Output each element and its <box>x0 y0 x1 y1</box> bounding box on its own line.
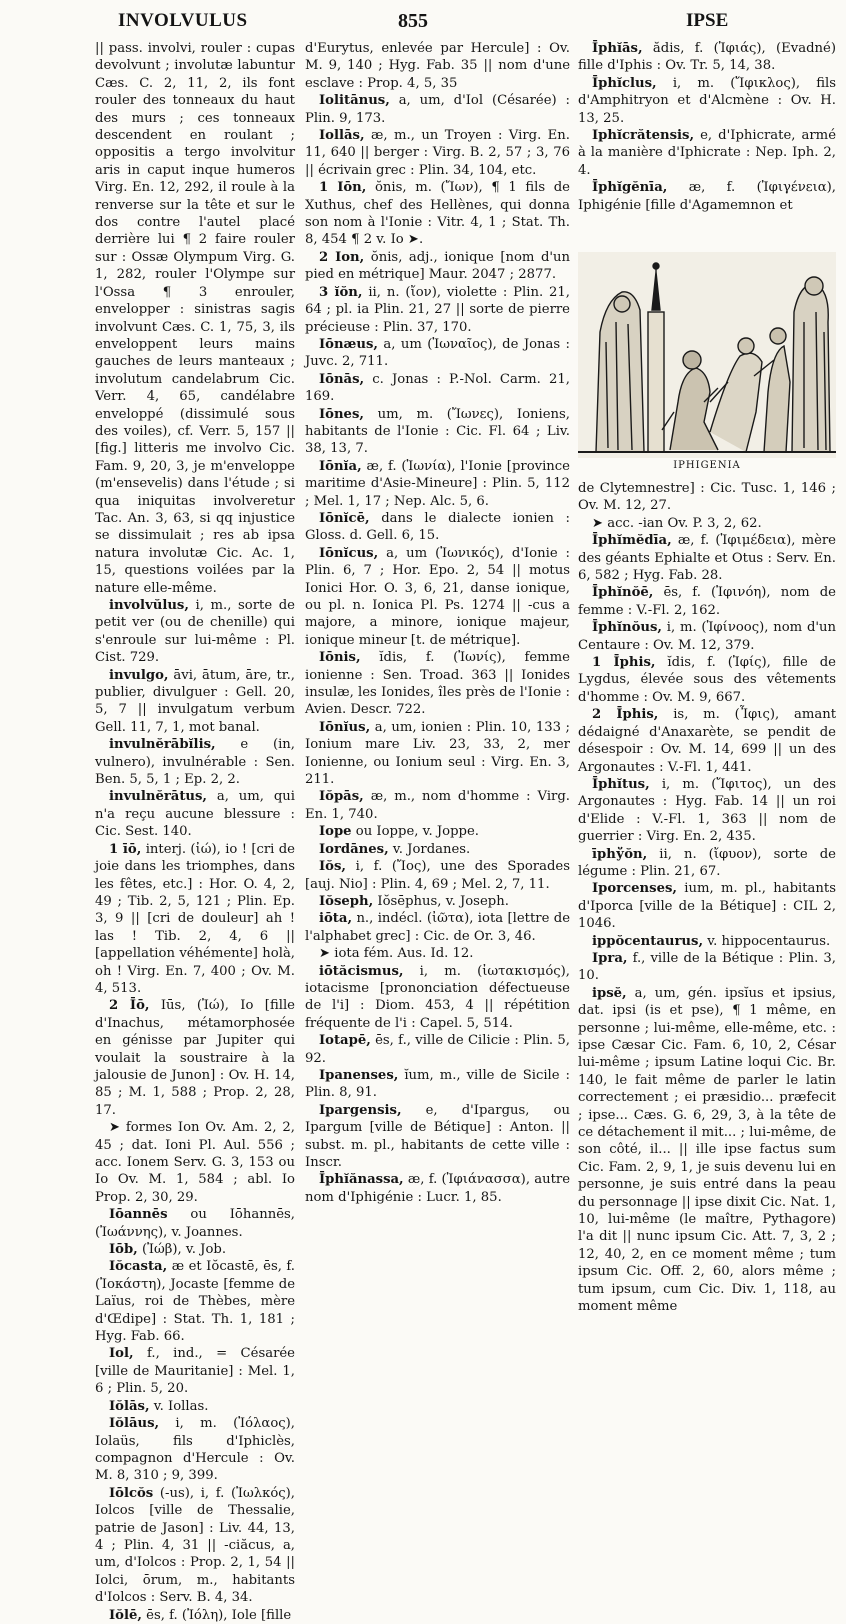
entry-text: a, um, d'Iol (Césarée) : Plin. 9, 173. <box>305 93 570 126</box>
dictionary-entry <box>578 515 836 532</box>
entry-text: f., ind., = Césarée [ville de Mauritanie] : Mel. 1, 6 ; Plin. 5, 20. <box>95 1346 295 1397</box>
entry-headword: 1 Īphis, <box>592 655 656 671</box>
dictionary-entry <box>95 1607 295 1624</box>
entry-text: e, d'Ipargus, ou Ipargum [ville de Bétique] : Anton. || subst. m. pl., habitants de cette ville : Inscr. <box>305 1102 570 1170</box>
dictionary-entry <box>305 284 570 336</box>
dictionary-entry <box>578 654 836 706</box>
dictionary-entry <box>305 510 570 545</box>
entry-text: um, m. (Ἴωνες), Ioniens, habitants de l'Ionie : Cic. Fl. 64 ; Liv. 38, 13, 7. <box>305 406 570 457</box>
entry-headword: iōta, <box>319 911 353 927</box>
dictionary-entry <box>95 1258 295 1345</box>
dictionary-entry <box>305 910 570 945</box>
entry-headword: Iŏlās, <box>109 1398 150 1414</box>
entry-text: ēs, f. (Ἰφινόη), nom de femme : V.-Fl. 2, 162. <box>578 585 836 618</box>
dictionary-entry <box>305 406 570 458</box>
dictionary-entry <box>305 40 570 92</box>
entry-headword: 2 Īō, <box>109 998 150 1014</box>
dictionary-entry <box>305 841 570 858</box>
dictionary-entry <box>305 92 570 127</box>
entry-headword: involvŭlus, <box>109 598 189 613</box>
dictionary-entry <box>95 1206 295 1241</box>
entry-text: ēs, f. (Ἰόλη), Iole [fille <box>146 1607 292 1623</box>
entry-text: ii, n. (ἴφυον), sorte de légume : Plin. 21, 67. <box>578 846 836 879</box>
entry-text: æ, f. (Ἰφιγένεια), Iphigénie [fille d'Agamemnon et <box>578 180 836 213</box>
dictionary-entry <box>578 619 836 654</box>
entry-headword: Iōnĭcus, <box>319 545 379 561</box>
column-3-bottom <box>578 480 836 1350</box>
engraving-image <box>578 252 836 458</box>
entry-text: æ, f. (Ἰωνία), l'Ionie [province maritime d'Asie-Mineure] : Plin. 5, 112 ; Mel. 1, 17 ; Nep. Alc. 5, 6. <box>305 458 570 509</box>
entry-headword: Iŏlē, <box>109 1607 142 1623</box>
entry-headword: 1 Iōn, <box>319 180 367 196</box>
dictionary-entry <box>578 127 836 179</box>
entry-text: æ, f. (Ἰφιάνασσα), autre nom d'Iphigénie : Lucr. 1, 85. <box>305 1172 570 1205</box>
dictionary-entry <box>305 1102 570 1172</box>
dictionary-entry <box>95 1485 295 1607</box>
dictionary-entry <box>578 950 836 985</box>
dictionary-entry <box>305 649 570 719</box>
entry-text: ➤ formes Ion Ov. Am. 2, 2, 45 ; dat. Ioni Pl. Aul. 556 ; acc. Ionem Serv. G. 3, 153 ou Io Ov. M. 1, 584 ; abl. Io Prop. 2, 30, 29. <box>95 1120 295 1205</box>
entry-headword: Īphĭclus, <box>592 75 657 91</box>
dictionary-entry <box>95 1119 295 1206</box>
entry-headword: invulgo, <box>109 667 169 683</box>
entry-text: a, um (Ἰωνικός), d'Ionie : Plin. 6, 7 ; Hor. Epo. 2, 54 || motus Ionici Hor. O. 3, 6, 21, danse ionique, ou pl. n. Ionica Pl. Ps. 1274 || -cus a majore, a minore, ionique majeur, ionique mineur [t. de métrique]. <box>305 545 570 648</box>
dictionary-entry <box>578 480 836 515</box>
dictionary-entry <box>305 823 570 840</box>
dictionary-entry <box>578 880 836 932</box>
entry-headword: Iollās, <box>319 128 365 144</box>
dictionary-entry <box>305 893 570 910</box>
entry-text: v. Jordanes. <box>392 841 471 857</box>
entry-headword: Iol, <box>109 1346 134 1362</box>
dictionary-entry <box>305 371 570 406</box>
entry-headword: 2 Ion, <box>319 249 365 265</box>
dictionary-entry <box>305 249 570 284</box>
dictionary-entry <box>305 1032 570 1067</box>
dictionary-entry <box>305 127 570 179</box>
illustration-caption: IPHIGENIA <box>673 460 741 471</box>
entry-text: i, m., sorte de petit ver (ou de chenille) qui s'enroule sur lui-même : Pl. Cist. 729. <box>95 598 295 666</box>
dictionary-entry <box>305 945 570 962</box>
entry-headword: Iōb, <box>109 1242 138 1258</box>
entry-headword: Iotapē, <box>319 1033 371 1049</box>
entry-headword: ippŏcentaurus, <box>592 933 704 949</box>
entry-text: ➤ iota fém. Aus. Id. 12. <box>319 946 474 962</box>
dictionary-entry <box>578 776 836 846</box>
dictionary-entry <box>305 858 570 893</box>
header-right-guideword: IPSE <box>686 10 729 31</box>
dictionary-entry <box>578 179 836 214</box>
entry-headword: 1 īō, <box>109 841 142 857</box>
dictionary-entry <box>95 997 295 1119</box>
entry-headword: Iōlcŏs <box>109 1485 154 1501</box>
entry-text: i, m. (Ἴφικλος), fils d'Amphitryon et d'Alcmène : Ov. H. 13, 25. <box>578 75 837 126</box>
entry-headword: Īphĭnŏus, <box>592 620 662 636</box>
entry-text: i, m. (Ἴφιτος), un des Argonautes : Hyg. Fab. 14 || un roi d'Elide : V.-Fl. 1, 363 || nom de guerrier : Virg. En. 2, 435. <box>578 776 836 845</box>
entry-headword: invulnĕrābĭlis, <box>109 737 216 753</box>
entry-text: ĭdis, f. (Ἰφίς), fille de Lygdus, élevée sous des vêtements d'homme : Ov. M. 9, 667. <box>578 655 836 705</box>
entry-text: (-us), i, f. (Ἰωλκός), Iolcos [ville de Thessalie, patrie de Jason] : Liv. 44, 13, 4 ; Plin. 4, 31 || -ciăcus, a, um, d'Iolcos : Prop. 2, 1, 54 || Iolci, ōrum, m., habitants d'Iolcos : Serv. B. 4, 34. <box>95 1485 295 1606</box>
entry-text: ŏnis, adj., ionique [nom d'un pied en métrique] Maur. 2047 ; 2877. <box>305 249 570 283</box>
entry-headword: Iōnĭus, <box>319 719 371 735</box>
entry-text: ădis, f. (Ἰφιάς), (Evadné) fille d'Iphis : Ov. Tr. 5, 14, 38. <box>578 41 836 74</box>
entry-headword: Iŏseph, <box>319 893 374 909</box>
entry-headword: Iōnes, <box>319 406 364 422</box>
entry-text: ou Iōhannēs, (Ἰωάννης), v. Joannes. <box>95 1207 295 1240</box>
entry-text: āvi, ātum, āre, tr., publier, divulguer : Gell. 20, 5, 7 || invulgatum verbum Gell. 11, 7, 1, mot banal. <box>95 667 295 735</box>
dictionary-entry <box>305 1067 570 1102</box>
entry-text: i, m. (Ἰόλαος), Iolaüs, fils d'Iphiclès, compagnon d'Hercule : Ov. M. 8, 310 ; 9, 399. <box>95 1416 295 1484</box>
entry-text: i, m. (Ἰφίνοος), nom d'un Centaure : Ov. M. 12, 379. <box>578 620 836 653</box>
entry-headword: Īphĭtus, <box>592 776 650 792</box>
entry-text: ium, m. pl., habitants d'Iporca [ville de la Bétique] : CIL 2, 1046. <box>578 881 836 932</box>
entry-headword: Iŏpās, <box>319 789 364 805</box>
entry-headword: Īphĭās, <box>592 41 643 56</box>
entry-text: ĭum, m., ville de Sicile : Plin. 8, 91. <box>305 1067 570 1101</box>
entry-headword: Iōnĭcē, <box>319 510 370 526</box>
dictionary-entry <box>578 584 836 619</box>
entry-text: n., indécl. (ἰῶτα), iota [lettre de l'alphabet grec] : Cic. de Or. 3, 46. <box>305 911 570 944</box>
entry-headword: Ipargensis, <box>319 1102 402 1118</box>
entry-headword: Iōnis, <box>319 650 361 666</box>
dictionary-entry <box>95 597 295 667</box>
dictionary-entry <box>95 1241 295 1258</box>
dictionary-entry <box>305 545 570 649</box>
entry-text: d'Eurytus, enlevée par Hercule] : Ov. M. 9, 140 ; Hyg. Fab. 35 || nom d'une esclave : Prop. 4, 5, 35 <box>305 41 570 91</box>
dictionary-entry <box>305 963 570 1033</box>
dictionary-entry <box>578 75 836 127</box>
dictionary-entry <box>578 706 836 776</box>
entry-headword: Iōnās, <box>319 371 365 387</box>
entry-text: a, um, qui n'a reçu aucune blessure : Cic. Sest. 140. <box>95 789 295 840</box>
entry-text: ➤ acc. -ian Ov. P. 3, 2, 62. <box>592 515 762 531</box>
entry-text: e, d'Iphicrate, armé à la manière d'Iphicrate : Nep. Iph. 2, 4. <box>578 128 836 178</box>
entry-headword: Iŏs, <box>319 859 346 875</box>
entry-text: a, um, gén. ipsĭus et ipsius, dat. ipsi (is et pse), ¶ 1 même, en personne ; lui-même, elle-même, etc. : ipse Cæsar Cic. Fam. 6, 10, 2, César lui-même ; ipsum Latine loqui Cic. Br. 140, le fait même de parler le latin correctement ; ei præsidio... præfecit ; ipse... Cæs. G. 6, 29, 3, à la tête de ce détachement il mit... ; lui-même, de son côté, il... || ille ipse factus sum Cic. Fam. 2, 9, 1, je suis devenu lui en personne, je suis entré dans la peau du personnage || ipse dixit Cic. Nat. 1, 10, lui-même (le maître, Pythagore) l'a dit || nunc ipsum Cic. Att. 7, 3, 2 ; 12, 40, 2, en ce moment même ; tum ipsum Cic. Off. 2, 60, alors même ; tum ipsum, cum Cic. Div. 1, 118, au moment même <box>578 985 836 1315</box>
dictionary-entry <box>305 336 570 371</box>
entry-text: (Ἰώβ), v. Job. <box>141 1242 227 1258</box>
entry-headword: Īphĭnŏē, <box>592 585 654 601</box>
entry-text: c. Jonas : P.-Nol. Carm. 21, 169. <box>305 371 570 405</box>
entry-text: f., ville de la Bétique : Plin. 3, 10. <box>578 950 836 984</box>
header-left-guideword: INVOLVULUS <box>118 10 248 31</box>
dictionary-entry <box>95 667 295 737</box>
entry-headword: Īphĭmĕdīa, <box>592 533 672 549</box>
entry-text: i, m. (ἰωτακισμός), iotacisme [prononciation défectueuse de l'i] : Diom. 453, 4 || répétition fréquente de l'i : Capel. 5, 514. <box>305 963 570 1031</box>
dictionary-entry <box>95 736 295 788</box>
dictionary-entry <box>578 40 836 75</box>
entry-headword: Iōnĭa, <box>319 458 362 474</box>
entry-headword: Iōnæus, <box>319 336 379 352</box>
entry-headword: Iporcenses, <box>592 881 677 897</box>
dictionary-entry <box>305 788 570 823</box>
entry-headword: Iŏcasta, <box>109 1259 168 1275</box>
entry-text: v. hippocentaurus. <box>707 933 831 949</box>
entry-text: dans le dialecte ionien : Gloss. d. Gell. 6, 15. <box>305 510 570 544</box>
dictionary-entry <box>95 1398 295 1415</box>
entry-headword: Iŏlāus, <box>109 1416 160 1432</box>
entry-text: e (in, vulnero), invulnérable : Sen. Ben. 5, 5, 1 ; Ep. 2, 2. <box>95 737 295 788</box>
entry-headword: Iordānes, <box>319 841 389 857</box>
entry-headword: Iope <box>319 824 352 840</box>
entry-text: || pass. involvi, rouler : cupas devolvunt ; involutæ labuntur Cæs. C. 2, 11, 2, ils font rouler des tonneaux du haut des murs ; ces tonneaux descendent en roulant ; oppositis a tergo involvitur aris in caput inque humeros Virg. En. 12, 292, il roule à la renverse sur la tête et sur le dos contre l'autel placé derrière lui ¶ 2 faire rouler sur : Ossæ Olympum Virg. G. 1, 282, rouler l'Olympe sur l'Ossa ¶ 3 enrouler, envelopper : sinistras sagis involvunt Cæs. C. 1, 75, 3, ils enveloppent leurs mains gauches de leurs manteaux ; involutum candelabrum Cic. Verr. 4, 65, candélabre enveloppé (dissimulé sous des voiles), cf. Verr. 5, 157 || [fig.] litteris me involvo Cic. Fam. 9, 20, 3, je m'enveloppe (m'ensevelis) dans l'étude ; si qua iniquitas involveretur Tac. An. 3, 63, si qq injustice se dissimulait ; res ab ipsa natura involutæ Cic. Ac. 1, 15, questions voilées par la nature elle-même. <box>95 41 295 596</box>
entry-text: ĭdis, f. (Ἰωνίς), femme ionienne : Sen. Troad. 363 || Ionides insulæ, les Ionides, îles près de l'Ionie : Avien. Descr. 722. <box>305 650 570 718</box>
entry-headword: Iphĭcrătensis, <box>592 128 695 144</box>
page-number: 855 <box>398 10 428 32</box>
entry-headword: 2 Īphis, <box>592 707 659 723</box>
dictionary-entry <box>95 788 295 840</box>
entry-headword: Īphĭgĕnīa, <box>592 180 668 196</box>
entry-text: æ, m., nom d'homme : Virg. En. 1, 740. <box>305 789 570 822</box>
entry-text: a, um, ionien : Plin. 10, 133 ; Ionium mare Liv. 23, 33, 2, mer Ionienne, ou Ionium seul : Virg. En. 3, 211. <box>305 719 570 788</box>
entry-headword: Ipra, <box>592 950 628 966</box>
column-1 <box>95 40 295 1623</box>
dictionary-entry <box>305 719 570 789</box>
entry-text: ii, n. (ἴον), violette : Plin. 21, 64 ; pl. ia Plin. 21, 27 || sorte de pierre précieuse : Plin. 37, 170. <box>305 284 570 335</box>
entry-text: æ, m., un Troyen : Virg. En. 11, 640 || berger : Virg. B. 2, 57 ; 3, 76 || écrivain grec : Plin. 34, 104, etc. <box>305 128 570 178</box>
entry-headword: invulnĕrātus, <box>109 789 208 805</box>
entry-headword: Īphĭănassa, <box>319 1172 404 1188</box>
entry-headword: Iolitānus, <box>319 93 390 109</box>
dictionary-entry <box>305 1171 570 1206</box>
entry-text: de Clytemnestre] : Cic. Tusc. 1, 146 ; Ov. M. 12, 27. <box>578 481 836 514</box>
entry-text: æ, f. (Ἰφιμέδεια), mère des géants Ephialte et Otus : Serv. En. 6, 582 ; Hyg. Fab. 28. <box>578 533 836 584</box>
running-header <box>0 8 846 36</box>
entry-text: ēs, f., ville de Cilicie : Plin. 5, 92. <box>305 1033 570 1066</box>
dictionary-entry <box>578 985 836 1316</box>
entry-headword: Iōannēs <box>109 1207 168 1223</box>
dictionary-entry <box>95 841 295 998</box>
entry-text: interj. (ἰώ), io ! [cri de joie dans les triomphes, dans les fêtes, etc.] : Hor. O. 4, 2, 49 ; Tib. 2, 5, 121 ; Plin. Ep. 3, 9 || [cri de douleur] ah ! las ! Tib. 2, 4, 6 || [appellation véhémente] holà, oh ! Virg. En. 7, 400 ; Ov. M. 4, 513. <box>95 841 295 996</box>
dictionary-entry <box>95 1415 295 1485</box>
dictionary-entry <box>305 458 570 510</box>
entry-text: a, um (Ἰωναῖος), de Jonas : Juvc. 2, 711. <box>305 336 570 370</box>
dictionary-entry <box>95 40 295 597</box>
dictionary-entry <box>578 532 836 584</box>
entry-headword: ipsĕ, <box>592 985 627 1001</box>
entry-text: i, f. (Ἴος), une des Sporades [auj. Nio] : Plin. 4, 69 ; Mel. 2, 7, 11. <box>305 859 570 892</box>
dictionary-entry <box>578 846 836 881</box>
entry-headword: iōtăcismus, <box>319 963 404 979</box>
entry-text: æ et Iŏcastē, ēs, f. (Ἰοκάστη), Jocaste [femme de Laïus, roi de Thèbes, mère d'Œdipe] : Stat. Th. 1, 181 ; Hyg. Fab. 66. <box>95 1259 295 1345</box>
dictionary-entry <box>578 933 836 950</box>
dictionary-entry <box>305 179 570 249</box>
entry-text: is, m. (Ἶφις), amant dédaigné d'Anaxarète, se pendit de désespoir : Ov. M. 14, 699 || un des Argonautes : V.-Fl. 1, 441. <box>578 707 836 775</box>
column-2 <box>305 40 570 1350</box>
entry-headword: Ipanenses, <box>319 1067 399 1083</box>
iphigenia-illustration <box>578 252 836 478</box>
entry-text: ou Ioppe, v. Joppe. <box>355 824 480 840</box>
entry-headword: 3 ĭŏn, <box>319 284 363 300</box>
entry-headword: īphўŏn, <box>592 846 648 862</box>
entry-text: Iŏsēphus, v. Joseph. <box>377 893 509 909</box>
dictionary-entry <box>95 1345 295 1397</box>
entry-text: v. Iollas. <box>153 1398 209 1414</box>
entry-text: ŏnis, m. (Ἴων), ¶ 1 fils de Xuthus, chef des Hellènes, qui donna son nom à l'Ionie : Vitr. 4, 1 ; Stat. Th. 8, 454 ¶ 2 v. Io ➤. <box>305 180 570 248</box>
entry-text: Iūs, (Ἰώ), Io [fille d'Inachus, métamorphosée en génisse par Jupiter qui voulait la soustraire à la jalousie de Junon] : Ov. H. 14, 85 ; M. 1, 588 ; Prop. 2, 28, 17. <box>95 998 295 1118</box>
